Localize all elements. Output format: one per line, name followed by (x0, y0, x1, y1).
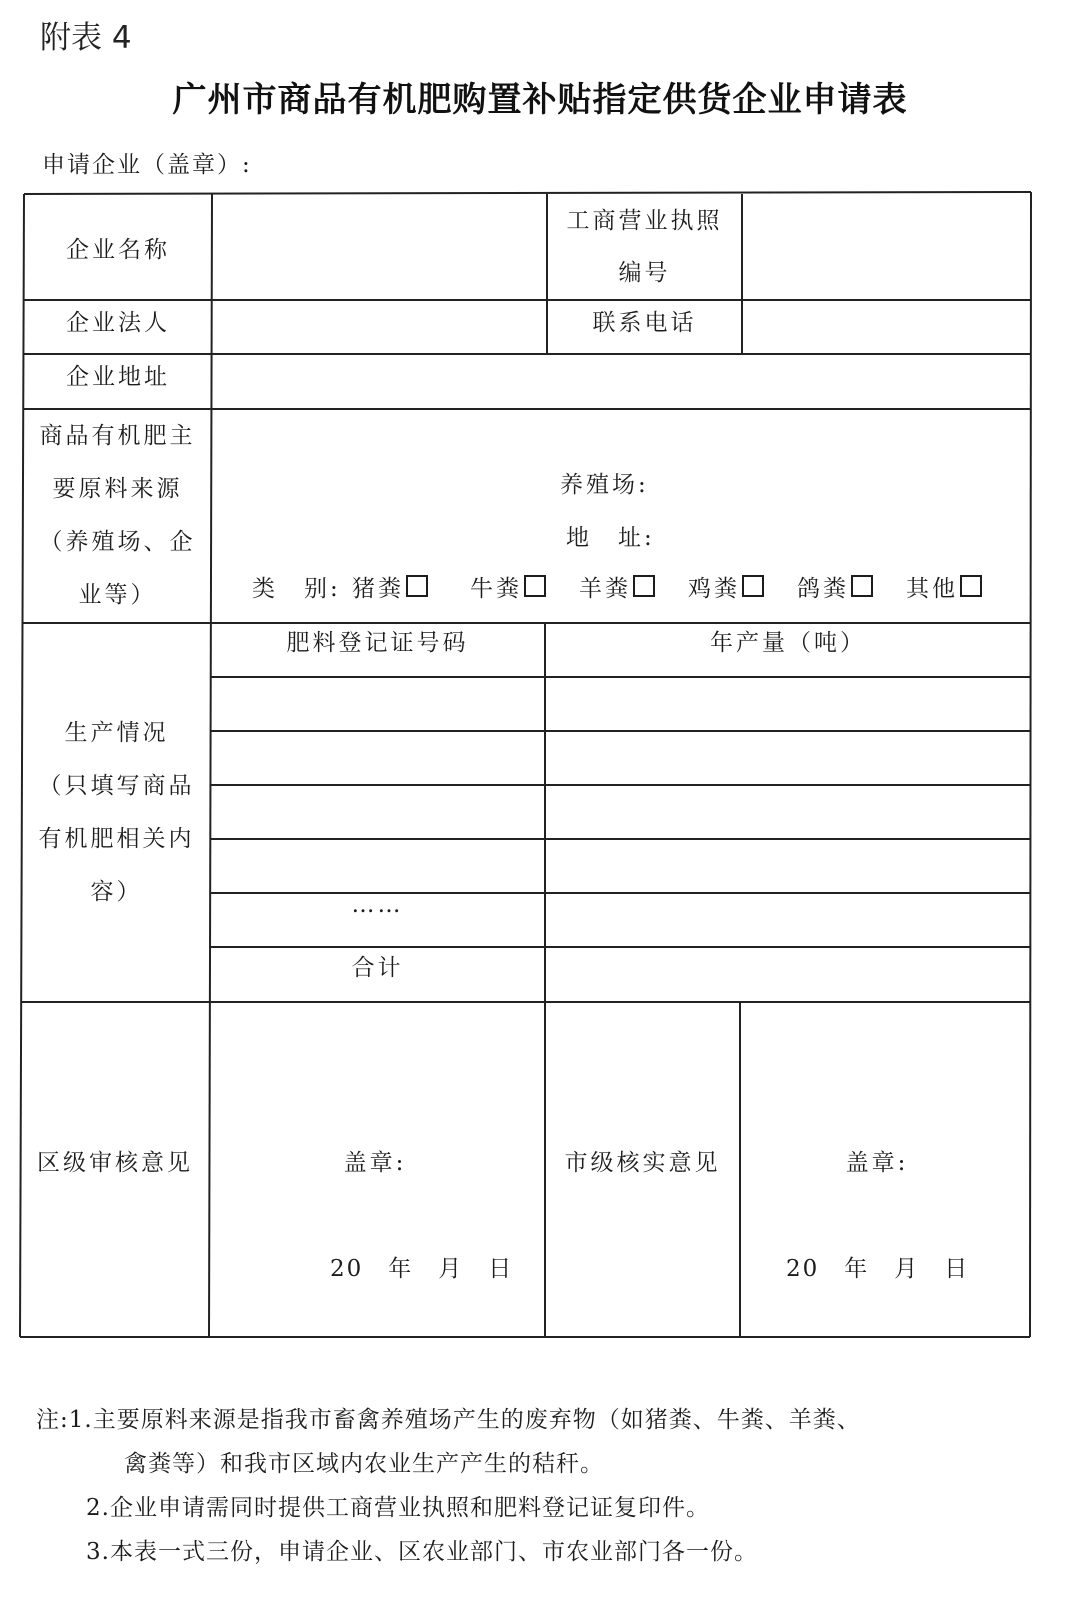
production-line: 生产情况 (64, 719, 169, 746)
production-line: （只填写商品 (38, 772, 195, 799)
material-source-line: 要原料来源 (52, 476, 183, 502)
total-label: 合计 (351, 954, 404, 981)
farm-label: 养殖场: (560, 471, 649, 498)
license-no-label-line2: 编号 (618, 260, 671, 286)
category-option-label: 鸡粪 (688, 575, 740, 602)
address-label: 企业地址 (66, 363, 170, 390)
ellipsis-row: …… (351, 892, 404, 918)
category-option-label: 猪粪 (352, 575, 404, 602)
category-label: 类 别: (252, 575, 341, 602)
city-date: 20 年 月 日 (786, 1255, 970, 1282)
company-name-field[interactable] (212, 194, 547, 300)
material-source-line: 业等） (78, 582, 157, 608)
category-option-label: 牛粪 (470, 575, 522, 602)
license-no-field[interactable] (742, 194, 1031, 300)
notes (36, 1398, 1046, 1574)
production-line: 容） (90, 878, 143, 905)
checkbox[interactable] (524, 575, 546, 597)
district-review-label: 区级审核意见 (37, 1149, 193, 1176)
phone-label: 联系电话 (592, 309, 697, 336)
material-source-label (23, 409, 212, 623)
farm-field[interactable] (660, 462, 1020, 502)
category-cattle[interactable] (470, 566, 565, 606)
city-stamp-label: 盖章: (845, 1149, 909, 1176)
district-stamp-label: 盖章: (343, 1149, 407, 1176)
annex-label: 附表 4 (40, 20, 132, 56)
farm-address-label: 地 址: (566, 524, 655, 551)
license-no-label (547, 194, 742, 300)
production-label (22, 623, 211, 1002)
form-title: 广州市商品有机肥购置补贴指定供货企业申请表 (172, 80, 908, 120)
category-option-label: 其他 (906, 575, 958, 602)
license-no-label-line1: 工商营业执照 (566, 208, 723, 234)
checkbox[interactable] (960, 575, 982, 597)
category-option-label: 羊粪 (579, 575, 631, 602)
checkbox[interactable] (742, 575, 764, 597)
district-date: 20 年 月 日 (330, 1255, 514, 1282)
address-field[interactable] (212, 354, 1031, 409)
annual-output-header: 年产量（吨） (710, 629, 866, 656)
notes-prefix: 注: (36, 1407, 69, 1433)
category-other[interactable] (906, 566, 1006, 606)
city-verify-label: 市级核实意见 (564, 1149, 721, 1176)
category-chicken[interactable] (688, 566, 783, 606)
reg-no-header: 肥料登记证号码 (286, 629, 469, 656)
checkbox[interactable] (851, 575, 873, 597)
category-sheep[interactable] (579, 566, 674, 606)
material-source-line: （养殖场、企 (39, 529, 196, 555)
note-2: 2.企业申请需同时提供工商营业执照和肥料登记证复印件。 (86, 1495, 710, 1521)
note-3: 3.本表一式三份，申请企业、区农业部门、市农业部门各一份。 (86, 1539, 758, 1565)
applicant-label: 申请企业（盖章）: (42, 152, 252, 178)
legal-person-label: 企业法人 (66, 309, 170, 336)
material-source-line: 商品有机肥主 (39, 423, 196, 449)
note-1-text: 1.主要原料来源是指我市畜禽养殖场产生的废弃物（如猪粪、牛粪、羊粪、 (68, 1407, 861, 1433)
category-pig[interactable] (352, 566, 447, 606)
production-line: 有机肥相关内 (38, 825, 195, 852)
legal-person-field[interactable] (212, 300, 547, 354)
category-pigeon[interactable] (797, 566, 892, 606)
note-1-line-1 (36, 1398, 1046, 1442)
farm-address-field[interactable] (666, 515, 1020, 555)
phone-field[interactable] (742, 300, 1031, 354)
company-name-label: 企业名称 (66, 236, 170, 263)
checkbox[interactable] (633, 575, 655, 597)
category-option-label: 鸽粪 (797, 575, 849, 602)
note-1-line-2: 禽粪等）和我市区域内农业生产产生的秸秆。 (124, 1451, 604, 1477)
checkbox[interactable] (406, 575, 428, 597)
